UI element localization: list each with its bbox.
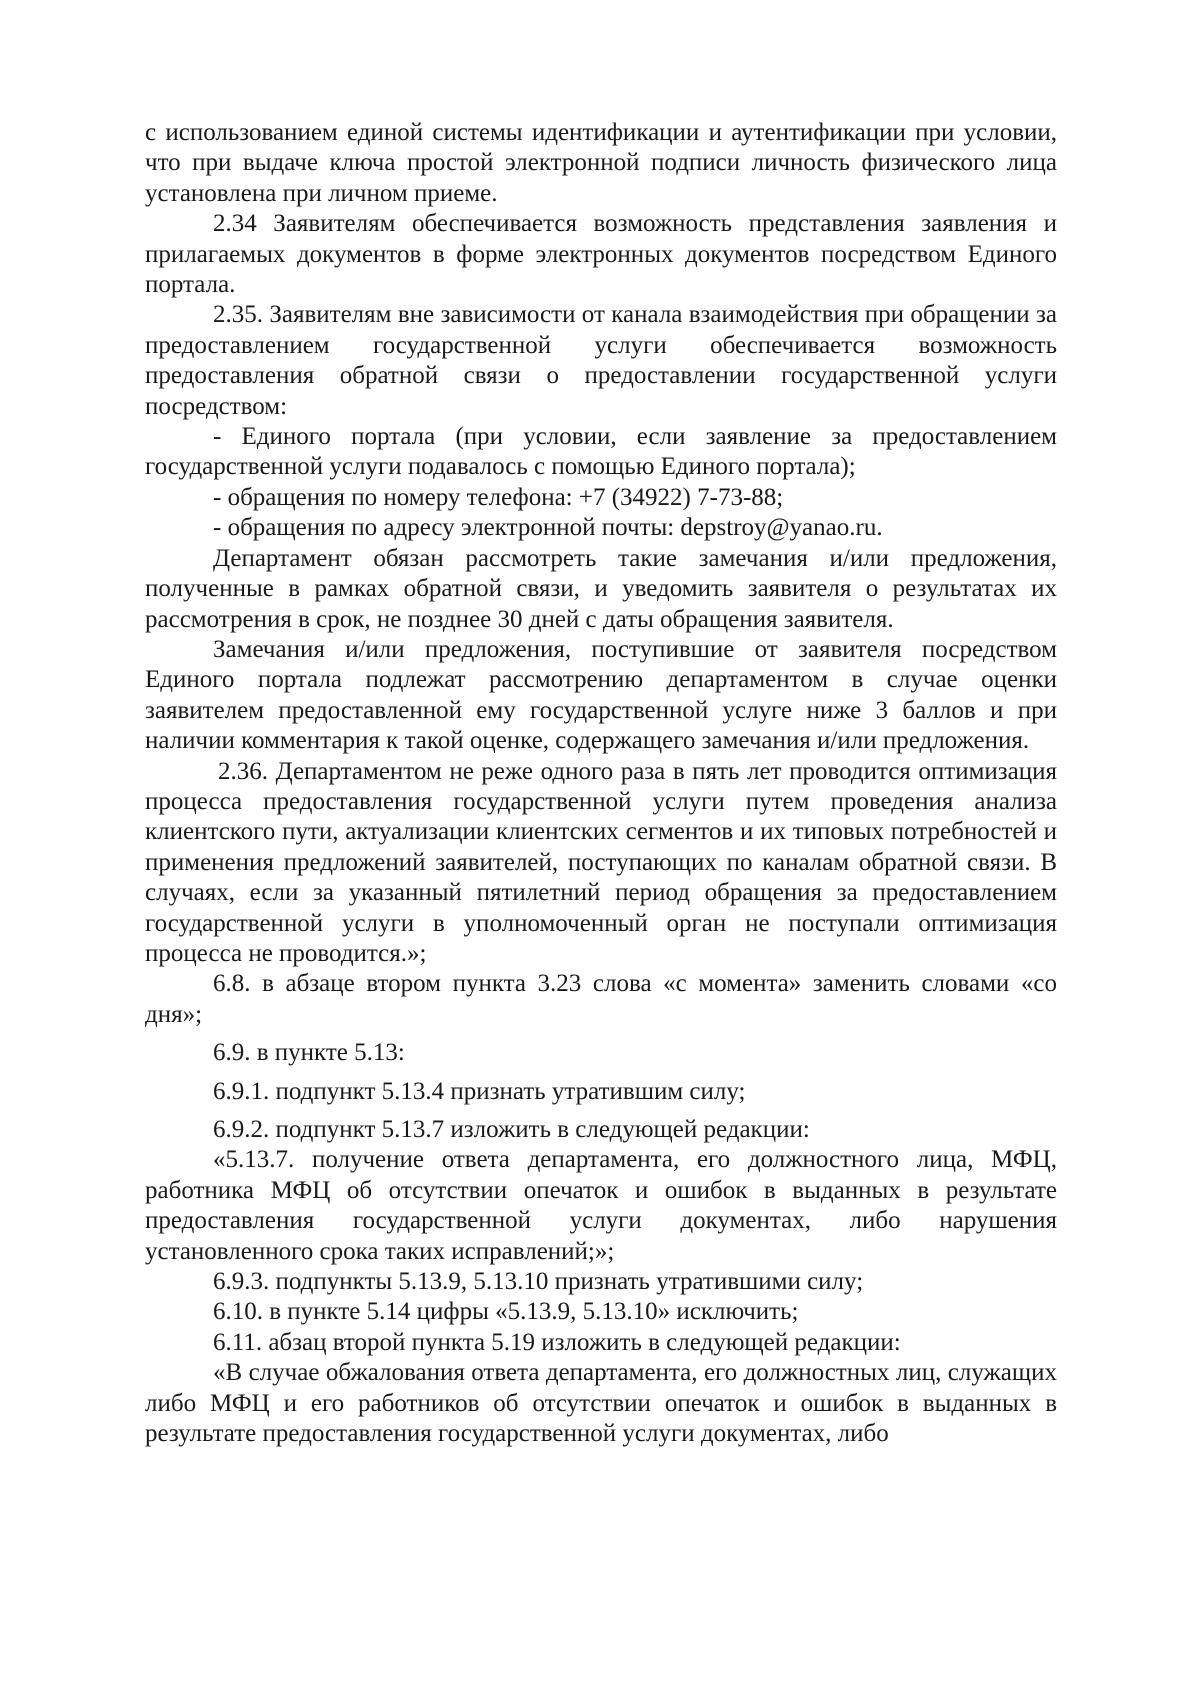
document-page	[145, 118, 1057, 1449]
paragraph-6-9-3: 6.9.3. подпункты 5.13.9, 5.13.10 признать утратившими силу;	[213, 1268, 864, 1296]
paragraph-6-9-2: 6.9.2. подпункт 5.13.7 изложить в следующей редакции:	[213, 1116, 810, 1143]
list-item-email: - обращения по адресу электронной почты: depstroy@yanao.ru.	[213, 514, 883, 542]
paragraph-6-8: 6.8. в абзаце втором пункта 3.23 слова «с момента» заменить словами «со дня»;	[145, 970, 1057, 1028]
paragraph-5-13-7: «5.13.7. получение ответа департамента, его должностного лица, МФЦ, работника МФЦ об отсутствии опечаток и ошибок в выданных в результате предоставления государственной услуги документах, либо нарушения установленного срока таких исправлений;»;	[145, 1146, 1057, 1265]
paragraph-2-34: 2.34 Заявителям обеспечивается возможность представления заявления и прилагаемых документов в форме электронных документов посредством Единого портала.	[145, 210, 1057, 299]
list-item-portal: - Единого портала (при условии, если заявление за предоставлением государственной услуги подавалось с помощью Единого портала);	[145, 423, 1057, 481]
list-item-phone: - обращения по номеру телефона: +7 (34922) 7-73-88;	[213, 483, 784, 511]
paragraph-department-obligation: Департамент обязан рассмотреть такие замечания и/или предложения, полученные в рамках обратной связи, и уведомить заявителя о результатах их рассмотрения в срок, не позднее 30 дней с даты обращения заявителя.	[145, 544, 1057, 633]
paragraph-6-10: 6.10. в пункте 5.14 цифры «5.13.9, 5.13.10» исключить;	[213, 1298, 799, 1326]
paragraph-continuation: с использованием единой системы идентификации и аутентификации при условии, что при выдаче ключа простой электронной подписи личность физического лица установлена при личном приеме.	[145, 119, 1057, 207]
paragraph-6-9: 6.9. в пункте 5.13:	[213, 1039, 405, 1067]
paragraph-2-36: 2.36. Департаментом не реже одного раза в пять лет проводится оптимизация процесса предоставления государственной услуги путем проведения анализа клиентского пути, актуализации клиентских сегментов и их типовых потребностей и применения предложений заявителей, поступающих по каналам обратной связи. В случаях, если за указанный пятилетний период обращения за предоставлением государственной услуги в уполномоченный орган не поступали оптимизация процесса не проводится.»;	[145, 757, 1057, 967]
paragraph-6-9-1: 6.9.1. подпункт 5.13.4 признать утратившим силу;	[213, 1077, 746, 1105]
paragraph-6-11: 6.11. абзац второй пункта 5.19 изложить в следующей редакции:	[213, 1328, 901, 1356]
paragraph-2-35: 2.35. Заявителям вне зависимости от канала взаимодействия при обращении за предоставлением государственной услуги обеспечивается возможность предоставления обратной связи о предоставлении государственной услуги посредством:	[145, 301, 1057, 420]
paragraph-remarks: Замечания и/или предложения, поступившие от заявителя посредством Единого портала подлежат рассмотрению департаментом в случае оценки заявителем предоставленной ему государственной услуге ниже 3 баллов и при наличии комментария к такой оценке, содержащего замечания и/или предложения.	[145, 635, 1057, 755]
paragraph-appeal: «В случае обжалования ответа департамента, его должностных лиц, служащих либо МФЦ и его работников об отсутствии опечаток и ошибок в выданных в результате предоставления государственной услуги документах, либо	[145, 1359, 1057, 1448]
